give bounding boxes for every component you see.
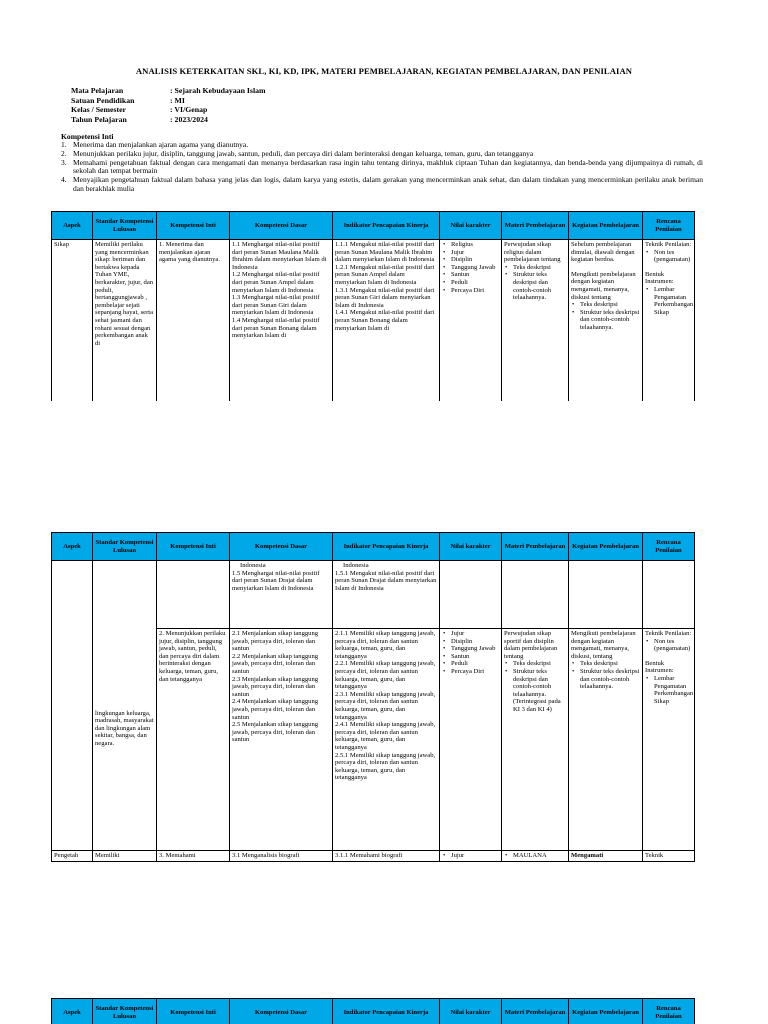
analysis-table-1 [51,211,695,401]
cell-ki [157,561,230,629]
kd-item: 1.2 Menghargai nilai-nilai positif dari peran Sunan Ampel dalam menyiarkan Islam di Indonesia [232,271,320,294]
nilai-item: • Religius [451,241,499,249]
penilaian-text: Teknik Penilaian: [645,241,692,248]
ki-number: 2. [61,148,67,158]
ki-number: 1. [61,140,67,149]
cell-ipk [333,240,440,402]
penilaian-text: Bentuk Instrumen: [645,659,674,675]
kd-item: Indonesia [240,562,266,569]
header-materi: Materi Pembelajaran [502,212,569,240]
cell-ki: 1. Menerima dan menjalankan ajaran agama yang dianutnya. [157,240,230,402]
cell-nilai [440,240,502,402]
ki-text: Menerima dan menjalankan ajaran agama yang dianutnya. [73,140,249,149]
ki-heading: Kompetensi Inti [61,132,114,141]
cell-kegiatan [569,561,643,629]
materi-list [504,264,566,302]
header-aspek: Aspek [52,999,93,1024]
meta-value: : Sejarah Kebudayaan Islam [170,86,266,95]
meta-block [71,86,266,124]
kd-item: 2.2 Menjalankan sikap tanggung jawab, percaya diri, toleran dan santun [232,652,319,675]
header-ki: Kompetensi Inti [157,999,230,1024]
ki-text: Menunjukkan perilaku jujur, disiplin, tanggung jawab, santun, peduli, dan percaya diri dalam berinteraksi dengan keluarga, teman, guru, dan tetangganya [73,148,534,158]
meta-key: Satuan Pendidikan [71,95,135,105]
ipk-item: 2.1.1 Memiliki sikap tanggung jawab, percaya diri, toleran dan santun keluarga, teman, guru, dan tetangganya [335,630,436,660]
materi-item: • Teks deskripsi [513,660,566,668]
ipk-item: 1.3.1 Mengakui nilai-nilai positif dari peran Sunan Giri dalam menyiarkan Islam di Indonesia [335,286,435,309]
cell-ki: 2. Menunjukkan perilaku jujur, disiplin, tanggung jawab, santun, peduli, dan percaya diri dalam berinteraksi dengan keluarga, teman, guru, dan tetangganya [157,629,230,851]
materi-list [504,660,566,713]
header-materi: Materi Pembelajaran [502,999,569,1024]
cell-materi [502,240,569,402]
penilaian-list [645,675,692,705]
header-skl: Standar Kompetensi Lulusan [93,999,157,1024]
header-nilai: Nilai karakter [440,999,502,1024]
header-ipk: Indikator Pencapaian Kinerja [333,212,440,240]
ipk-item: 1.2.1 Mengakui nilai-nilai positif dari peran Sunan Ampel dalam menyiarkan Islam di Indonesia [335,263,435,286]
header-kd: Kompetensi Dasar [230,999,333,1024]
document-title: ANALISIS KETERKAITAN SKL, KI, KD, IPK, MATERI PEMBELAJARAN, KEGIATAN PEMBELAJARAN, DAN PENILAIAN [135,66,633,76]
ipk-item: 2.2.1 Memiliki sikap tanggung jawab, percaya diri, toleran dan santun keluarga, teman, guru, dan tetangganya [335,660,436,691]
header-penilaian: Rencana Penilaian [643,999,695,1024]
kd-item: 1.3 Menghargai nilai-nilai positif dari peran Sunan Giri dalam menyiarkan Islam di Indonesia [232,294,320,317]
cell-ipk [333,561,440,629]
cell-penilaian [643,629,695,851]
spacer [645,653,692,660]
nilai-item: • Jujur [451,630,499,638]
header-penilaian: Rencana Penilaian [643,212,695,240]
ipk-item: Indonesia [343,562,369,569]
ipk-item: 2.3.1 Memiliki sikap tanggung jawab, percaya diri, toleran dan santun keluarga, teman, guru, dan tetangganya [335,690,436,721]
nilai-item: • Jujur [451,852,499,860]
nilai-item: • Santun [451,653,499,661]
penilaian-item: • Non tes (pengamatan) [654,249,692,264]
meta-row [71,86,266,96]
penilaian-text: Bentuk Instrumen: [645,270,674,286]
table-header-row [52,212,695,240]
header-skl: Standar Kompetensi Lulusan [93,533,157,561]
cell-skl: Memiliki [93,851,157,862]
header-aspek: Aspek [52,212,93,240]
materi-intro: Perwujudan sikap religius dalam pembelajaran tentang [504,241,561,264]
materi-item: • Teks deskripsi [513,264,566,272]
table-row [52,851,695,862]
header-kegiatan: Kegiatan Pembelajaran [569,999,643,1024]
cell-ki: 3. Memahami [157,851,230,862]
ki-text: Menyajikan pengetahuan faktual dalam bahasa yang jelas dan logis, dalam karya yang estetis, dalam gerakan yang mencerminkan anak sehat, dan dalam tindakan yang mencerminkan perilaku anak beriman dan berakhlak mulia [73,175,703,193]
kegiatan-item: • Teks deskripsi [580,301,640,309]
kd-item: 1.4 Menghargai nilai-nilai positif dari peran Sunan Bonang dalam menyiarkan Islam di [232,316,320,340]
cell-penilaian: Teknik [643,851,695,862]
penilaian-item: • Lembar Pengamatan Perkembangan Sikap [654,675,692,705]
nilai-list [442,852,499,860]
header-nilai: Nilai karakter [440,212,502,240]
kegiatan-list [571,660,640,690]
nilai-item: • Disiplin [451,638,499,646]
penilaian-text: Teknik Penilaian: [645,630,692,637]
spacer [571,264,640,271]
kegiatan-list [571,301,640,331]
meta-row [71,115,266,125]
nilai-list [442,630,499,676]
table-1-clip [0,211,768,401]
kegiatan-text: Mengikuti pembelajaran dengan kegiatan mengamati, menanya, diskusi tentang [571,270,636,301]
header-ipk: Indikator Pencapaian Kinerja [333,999,440,1024]
nilai-item: • Percaya Diri [451,287,499,295]
header-kd: Kompetensi Dasar [230,212,333,240]
cell-nilai [440,561,502,629]
meta-row [71,105,266,115]
header-ki: Kompetensi Inti [157,212,230,240]
cell-penilaian [643,561,695,629]
table-header-row [52,533,695,561]
header-nilai: Nilai karakter [440,533,502,561]
nilai-list [442,241,499,294]
nilai-item: • Jujur [451,249,499,257]
cell-nilai [440,851,502,862]
cell-skl: Memiliki perilaku yang mencerminkan sikap: beriman dan bertakwa kepada Tuhan YME, berkarakter, jujur, dan peduli, bertanggungjawab , pembelajar sejati sepanjang hayat, serta sehat jasmani dan rohani sesuai dengan perkembangan anak di [93,240,157,402]
penilaian-list [645,249,692,264]
ki-item [61,176,703,194]
cell-aspek: Sikap [52,240,93,402]
kd-item: 2.1 Menjalankan sikap tanggung jawab, percaya diri, toleran dan santun [232,630,319,653]
table-header-row [52,999,695,1024]
table-3-clip [0,998,768,1024]
cell-penilaian [643,240,695,402]
kegiatan-text: Sebelum pembelajaran dimulai, diawali dengan kegiatan berdoa. [571,241,635,264]
materi-list [504,852,566,860]
analysis-table-2 [51,532,695,862]
kd-item: 2.5 Menjalankan sikap tanggung jawab, percaya diri, toleran dan santun [232,721,319,744]
penilaian-item: • Non tes (pengamatan) [654,638,692,653]
penilaian-list [645,638,692,653]
cell-ipk: 3.1.1 Memahami biografi [333,851,440,862]
kegiatan-item: • Teks deskripsi [580,660,640,668]
header-kd: Kompetensi Dasar [230,533,333,561]
header-ipk: Indikator Pencapaian Kinerja [333,533,440,561]
cell-ipk [333,629,440,851]
cell-materi [502,561,569,629]
kd-item: 2.3 Menjalankan sikap tanggung jawab, percaya diri, toleran dan santun [232,675,319,698]
ipk-item: 2.5.1 Memiliki sikap tanggung jawab, percaya diri, toleran dan santun keluarga, teman, guru, dan tetangganya [335,751,436,782]
kegiatan-item: • Struktur teks deskripsi dan contoh-contoh telaahannya. [580,668,640,691]
nilai-item: • Percaya Diri [451,668,499,676]
cell-aspek [52,561,93,851]
nilai-item: • Peduli [451,279,499,287]
cell-nilai [440,629,502,851]
ki-number: 3. [61,157,67,167]
kd-item: 2.4 Menjalankan sikap tanggung jawab, percaya diri, toleran dan santun [232,698,319,721]
cell-kegiatan [569,629,643,851]
nilai-item: • Santun [451,271,499,279]
cell-kd: 3.1 Menganalisis biografi [230,851,333,862]
penilaian-list [645,286,692,316]
meta-row [71,96,266,106]
kegiatan-text: Mengikuti pembelajaran dengan kegiatan mengamati, menanya, diskusi, tentang [571,630,636,660]
table-row [52,561,695,629]
kd-item: 1.5 Menghargai nilai-nilai positif dari peran Sunan Drajat dalam menyiarkan Islam di Indonesia [232,569,320,592]
ipk-item: 2.4.1 Memiliki sikap tanggung jawab, percaya diri, toleran dan santun keluarga, teman, guru, dan tetangganya [335,721,436,751]
meta-key: Kelas / Semester [71,105,126,114]
cell-materi [502,851,569,862]
header-aspek: Aspek [52,533,93,561]
header-penilaian: Rencana Penilaian [643,533,695,561]
cell-kegiatan [569,240,643,402]
nilai-item: • Peduli [451,660,499,668]
materi-item: • MAULANA [513,852,566,860]
ipk-item: 1.4.1 Mengakui nilai-nilai positif dari peran Sunan Bonang dalam menyiarkan Islam di [335,309,435,332]
nilai-item: • Tanggung Jawab [451,264,499,272]
materi-item: • Struktur teks deskripsi dan contoh-contoh telaahannya. (Terintegrasi pada KI 3 dan KI 4) [513,668,566,714]
kd-item: 1.1 Menghargai nilai-nilai positif dari peran Sunan Maulana Malik Ibrahim dalam menyiarkan Islam di Indonesia [232,241,327,271]
skl-text: lingkungan keluarga, madrasah, masyarakat dan lingkungan alam sekitar, bangsa, dan negara. [95,709,154,747]
cell-materi [502,629,569,851]
materi-item: • Struktur teks deskripsi dan contoh-contoh telaahannya. [513,271,566,301]
materi-intro: Perwujudan sikap sportif dan disiplin dalam pembelajaran tentang [504,630,558,660]
penilaian-item: • Lembar Pengamatan Perkembangan Sikap [654,286,692,316]
analysis-table-3 [51,998,695,1024]
cell-kd [230,629,333,851]
ipk-item: 1.1.1 Mengakui nilai-nilai positif dari peran Sunan Maulana Malik Ibrahim dalam menyiarkan Islam di Indonesia [335,241,435,264]
meta-value: : 2023/2024 [170,114,208,124]
nilai-item: • Disiplin [451,256,499,264]
ki-text: Memahami pengetahuan faktual dengan cara mengamati dan menanya berdasarkan rasa ingin tahu tentang dirinya, makhluk ciptaan Tuhan dan kegiatannya, dan benda-benda yang dijumpainya di rumah, di sekolah dan tempat bermain [73,157,703,176]
meta-value: : VI/Genap [170,105,208,114]
ki-number: 4. [61,175,67,185]
cell-kd [230,561,333,629]
nilai-item: • Tanggung Jawab [451,645,499,653]
meta-key: Mata Pelajaran [71,86,124,95]
header-kegiatan: Kegiatan Pembelajaran [569,212,643,240]
cell-aspek: Pengetah [52,851,93,862]
spacer [645,264,692,271]
table-row [52,240,695,402]
cell-kd [230,240,333,402]
cell-kegiatan: Mengamati [569,851,643,862]
ki-item [61,159,703,177]
meta-value: : MI [170,95,185,105]
header-skl: Standar Kompetensi Lulusan [93,212,157,240]
header-materi: Materi Pembelajaran [502,533,569,561]
ki-list [61,141,703,194]
ipk-item: 1.5.1 Mengakui nilai-nilai positif dari peran Sunan Drajat dalam menyiarkan Islam di Indonesia [335,569,437,592]
meta-key: Tahun Pelajaran [71,114,127,124]
header-ki: Kompetensi Inti [157,533,230,561]
cell-skl [93,561,157,851]
kegiatan-item: • Struktur teks deskripsi dan contoh-contoh telaahannya. [580,309,640,332]
header-kegiatan: Kegiatan Pembelajaran [569,533,643,561]
